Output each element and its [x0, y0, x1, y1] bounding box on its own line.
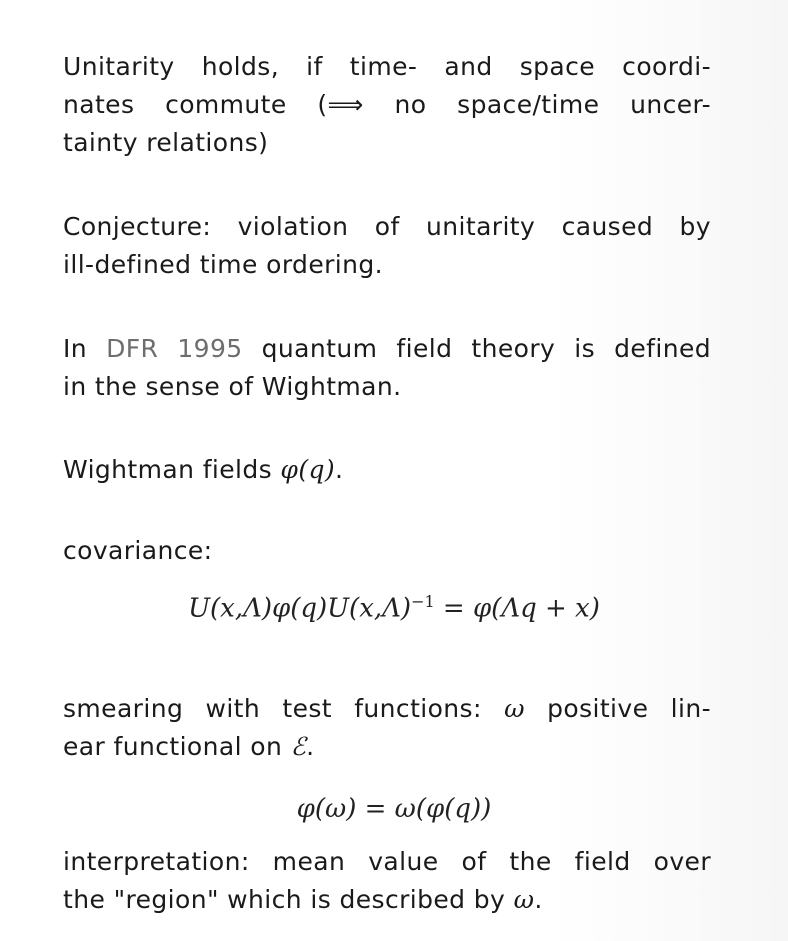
- smearing-paragraph: [63, 690, 711, 766]
- unitarity-line-3: tainty relations): [63, 128, 269, 157]
- smearing-line-2: ear functional on ℰ.: [63, 732, 315, 761]
- wightman-fields-paragraph: Wightman fields φ(q).: [63, 455, 344, 484]
- unitarity-line-2: nates commute (⟹ no space/time uncer-: [63, 90, 712, 119]
- interpretation-line-2: the "region" which is described by ω.: [63, 885, 543, 914]
- interpretation-line-1: interpretation: mean value of the field over: [63, 847, 711, 876]
- covariance-heading: covariance:: [63, 536, 213, 565]
- covariance-equation: $U(x,\Lambda)\varphi(q)U(x,\Lambda)^{-1} = \varphi(\Lambda q + x)$: [188, 592, 600, 624]
- dfr-line-1: In DFR 1995 quantum field theory is defined: [63, 334, 711, 363]
- dfr-reference-link[interactable]: DFR 1995: [106, 334, 243, 363]
- conjecture-line-1: Conjecture: violation of unitarity caused by: [63, 212, 711, 241]
- conjecture-paragraph: [63, 208, 711, 284]
- unitarity-paragraph: [63, 48, 711, 162]
- smeared-field-equation: φ(ω) = ω(φ(q)): [296, 794, 492, 824]
- unitarity-line-1: Unitarity holds, if time- and space coordi-: [63, 52, 711, 81]
- field-symbol: φ(q): [280, 455, 336, 484]
- interpretation-paragraph: [63, 843, 711, 919]
- conjecture-line-2: ill-defined time ordering.: [63, 250, 383, 279]
- implies-arrow: ⟹: [327, 90, 364, 119]
- dfr-line-2: in the sense of Wightman.: [63, 372, 402, 401]
- dfr-paragraph: [63, 330, 711, 406]
- smearing-line-1: smearing with test functions: ω positive lin-: [63, 694, 711, 723]
